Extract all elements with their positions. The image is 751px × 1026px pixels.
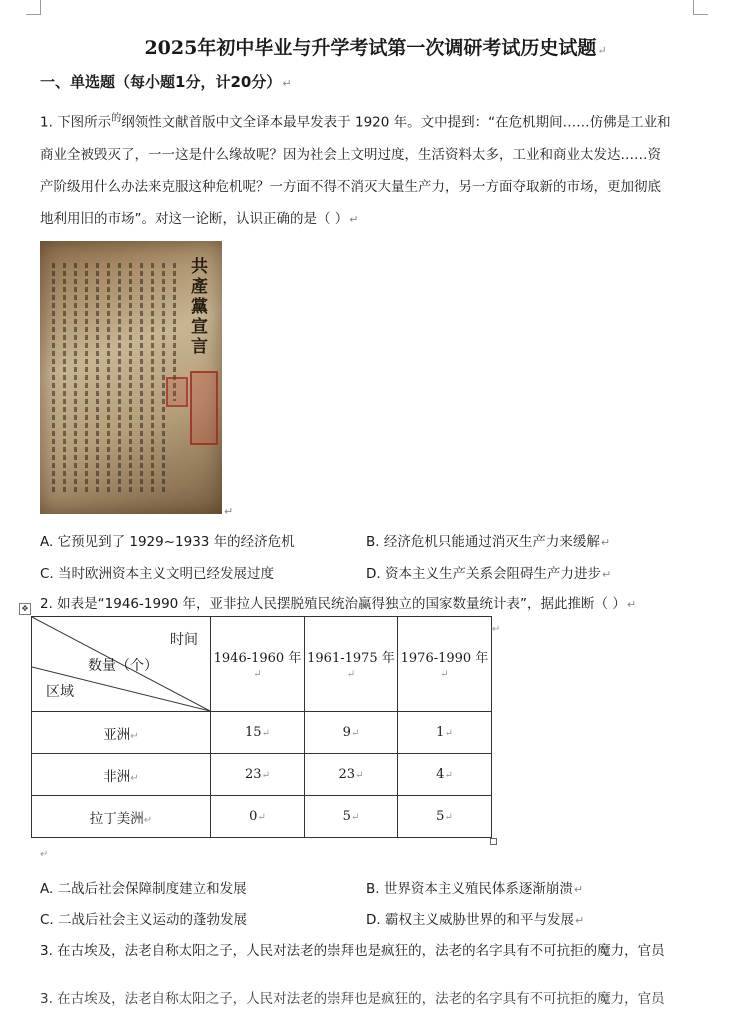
question-3-stem: 3. 在古埃及，法老自称太阳之子，人民对法老的崇拜也是疯狂的，法老的名字具有不可抗拒的魔力，官员: [40, 943, 665, 959]
value-cell: 23↵: [211, 754, 305, 796]
region-cell: 非洲↵: [32, 754, 211, 796]
q1-option-a: A. 它预见到了 1929~1933 年的经济危机: [40, 534, 295, 550]
communist-manifesto-cover-image: [40, 241, 222, 514]
exam-title: [0, 33, 751, 60]
text-columns-decoration: [52, 263, 172, 493]
question-3-stem-duplicate: 3. 在古埃及，法老自称太阳之子，人民对法老的崇拜也是疯狂的，法老的名字具有不可抗拒的魔力，官员: [40, 991, 665, 1007]
value-cell: 0↵: [211, 796, 305, 838]
period-header-2: 1961-1975 年↵: [305, 617, 398, 712]
question-number: 1.: [40, 114, 53, 131]
question-text: 商业全被毁灭了，一一这是什么缘故呢？因为社会上文明过度，生活资料太多，工业和商业太发达……资: [40, 146, 661, 163]
table-row: [32, 712, 492, 754]
value-cell: 4↵: [398, 754, 492, 796]
region-cell: 亚洲↵: [32, 712, 211, 754]
crop-mark-left: [26, 0, 41, 15]
red-seal-stamp: [190, 371, 218, 445]
table-move-handle-icon[interactable]: ✥: [19, 603, 31, 615]
header-region-label: 区域: [46, 684, 74, 700]
image-paragraph-mark: ↵: [224, 505, 234, 518]
q1-option-c: C. 当时欧洲资本主义文明已经发展过度: [40, 566, 275, 582]
period-header-3: 1976-1990 年↵: [398, 617, 492, 712]
section-heading-text: 一、单选题（每小题1分，计20分）: [40, 73, 282, 91]
exam-title-text: 2025年初中毕业与升学考试第一次调研考试历史试题: [144, 37, 597, 59]
question-text-superscript: 的: [111, 113, 122, 124]
value-cell: 5↵: [398, 796, 492, 838]
header-count-label: 数量（个）: [88, 658, 158, 674]
cover-title: 共產黨宣言: [187, 257, 207, 357]
paragraph-mark: ↵: [40, 849, 49, 860]
value-cell: 23↵: [305, 754, 398, 796]
diagonal-header-cell: [32, 617, 211, 712]
independence-statistics-table: [31, 616, 492, 838]
paragraph-mark: ↵: [597, 44, 607, 57]
table-row: [32, 754, 492, 796]
crop-mark-right: [693, 0, 708, 15]
question-text: 纲领性文献首版中文全译本最早发表于 1920 年。文中提到：“在危机期间……仿佛是工业和: [121, 114, 671, 131]
question-1-stem: [40, 103, 710, 236]
q2-option-b: B. 世界资本主义殖民体系逐渐崩溃↵: [366, 881, 584, 897]
question-text: 地利用旧的市场”。对这一论断，认识正确的是（ ）: [40, 210, 349, 227]
q1-option-b: B. 经济危机只能通过消灭生产力来缓解↵: [366, 534, 611, 550]
red-seal-stamp-small: [166, 377, 188, 407]
question-text: 下图所示: [57, 114, 112, 131]
value-cell: 5↵: [305, 796, 398, 838]
question-text: 产阶级用什么办法来克服这种危机呢？一方面不得不消灭大量生产力，另一方面夺取新的市场，更加彻底: [40, 178, 661, 195]
paragraph-mark: ↵: [349, 212, 359, 226]
value-cell: 9↵: [305, 712, 398, 754]
table-header-row: [32, 617, 492, 712]
question-2-stem: 2. 如表是“1946-1990 年，亚非拉人民摆脱殖民统治赢得独立的国家数量统计表”，据此推断（ ）↵: [40, 596, 637, 612]
table-resize-handle[interactable]: [490, 838, 497, 845]
paragraph-mark: ↵: [282, 77, 292, 90]
q1-option-d: D. 资本主义生产关系会阻碍生产力进步↵: [366, 566, 612, 582]
value-cell: 15↵: [211, 712, 305, 754]
q2-option-c: C. 二战后社会主义运动的蓬勃发展: [40, 912, 248, 928]
header-time-label: 时间: [170, 632, 198, 648]
q2-option-d: D. 霸权主义威胁世界的和平与发展↵: [366, 912, 585, 928]
region-cell: 拉丁美洲↵: [32, 796, 211, 838]
section-heading: [40, 71, 292, 92]
value-cell: 1↵: [398, 712, 492, 754]
q2-option-a: A. 二战后社会保障制度建立和发展: [40, 881, 247, 897]
period-header-1: 1946-1960 年↵: [211, 617, 305, 712]
table-row: [32, 796, 492, 838]
table-row-end-mark: ↵: [492, 624, 501, 635]
